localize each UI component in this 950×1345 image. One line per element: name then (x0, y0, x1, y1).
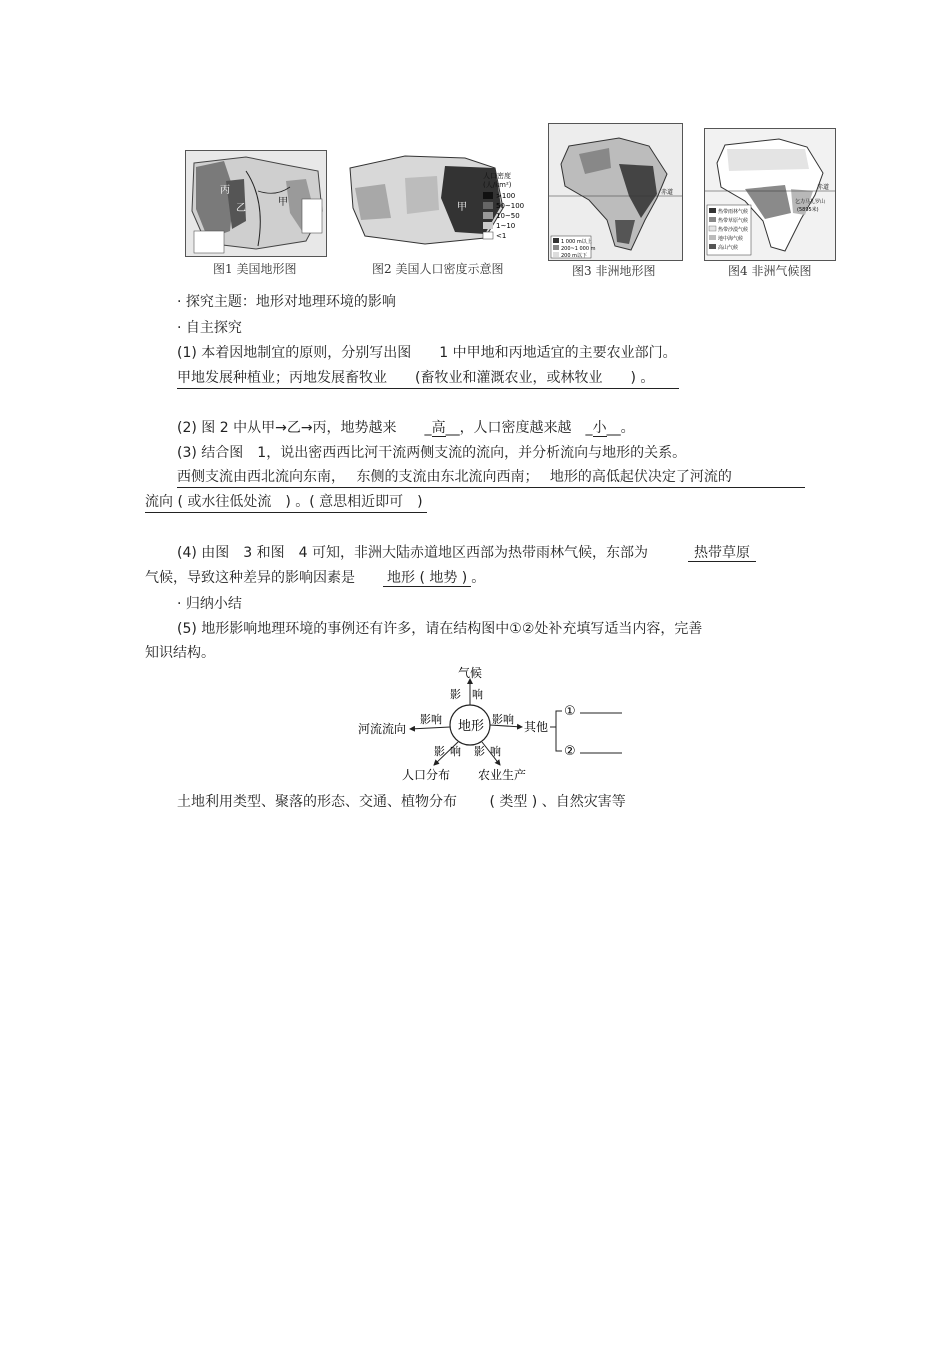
influence-char: 影 (450, 688, 461, 701)
answer-3-line2: 流向 ( 或水往低处流 ) 。( 意思相近即可 ) (145, 492, 427, 513)
fig2-label-jia: 甲 (457, 202, 467, 213)
influence-char: 影 (474, 745, 485, 758)
fig3-legend-item: 200~1 000 m (561, 246, 596, 252)
section-self-study: · 自主探究 (177, 320, 242, 336)
fig3-legend (551, 236, 596, 259)
question-5-line2: 知识结构。 (145, 645, 215, 661)
answer-2b: 小 (592, 420, 607, 436)
answer-4b: 地形 ( 地势 ) (383, 570, 471, 587)
section-summary: · 归纳小结 (177, 596, 242, 612)
center-label: 地形 (458, 719, 485, 734)
influence-char: 响 (472, 688, 483, 701)
fig4-mountain-label: 乞力马扎罗山 (795, 199, 826, 205)
node-other: 其他 (524, 720, 549, 734)
figure-2-caption: 图2 美国人口密度示意图 (372, 262, 504, 276)
question-3: (3) 结合图 1，说出密西西比河干流两侧支流的流向，并分析流向与地形的关系。 (177, 445, 687, 461)
question-4-text-b: 气候，导致这种差异的影响因素是 (145, 570, 355, 586)
fig4-legend-item: 热带雨林气候 (718, 209, 749, 215)
influence-char: 响 (490, 745, 501, 758)
fig2-legend-item: 1~10 (496, 222, 516, 230)
figure-4-caption: 图4 非洲气候图 (728, 264, 812, 278)
question-2-text-b: __，人口密度越来越 _ (445, 420, 593, 436)
fig3-legend-item: 200 m以下 (561, 253, 588, 259)
node-climate: 气候 (458, 666, 483, 680)
africa-terrain-map-image (549, 124, 682, 260)
node-agriculture: 农业生产 (478, 768, 527, 782)
answer-5: 土地利用类型、聚落的形态、交通、植物分布 ( 类型 ) 、自然灾害等 (177, 794, 626, 810)
influence-char: 影 (434, 745, 445, 758)
question-2 (177, 418, 635, 438)
africa-climate-map-image (705, 129, 835, 260)
fig1-label-jia: 甲 (278, 197, 288, 208)
node-population: 人口分布 (402, 768, 451, 782)
fig4-legend (707, 205, 751, 255)
question-4-line1 (177, 543, 756, 563)
answer-2a: 高 (431, 420, 446, 436)
fig4-legend-item: 热带草原气候 (718, 218, 749, 224)
fig2-legend-item: >100 (496, 192, 516, 200)
fig2-legend-unit: (人/km²) (483, 181, 512, 189)
figure-1-caption: 图1 美国地形图 (213, 262, 297, 276)
influence-label-left: 影响 (420, 713, 442, 726)
us-terrain-map-image (186, 151, 326, 256)
fig4-legend-item: 地中海气候 (718, 236, 744, 242)
section-topic: · 探究主题：地形对地理环境的影响 (177, 294, 396, 310)
question-4-line2 (145, 568, 485, 588)
question-5-line1: (5) 地形影响地理环境的事例还有许多，请在结构图中①②处补充填写适当内容，完善 (177, 621, 703, 637)
answer-1: 甲地发展种植业；丙地发展畜牧业 (畜牧业和灌溉农业，或林牧业 ) 。 (177, 368, 679, 389)
question-4-text-c: 。 (471, 570, 486, 586)
influence-char: 响 (450, 745, 461, 758)
slot-1-marker: ① (564, 704, 576, 719)
figure-4-africa-climate-map (704, 128, 836, 261)
fig4-mountain-height: (5895米) (797, 207, 819, 213)
answer-4a: 热带草原 (688, 545, 756, 562)
knowledge-structure-diagram (350, 665, 630, 783)
slot-2-marker: ② (564, 744, 576, 759)
figure-3-caption: 图3 非洲地形图 (572, 264, 656, 278)
figure-1-us-terrain-map (185, 150, 327, 257)
fig3-equator-label: 赤道 (661, 189, 674, 196)
answer-3-line1: 西侧支流由西北流向东南， 东侧的支流由东北流向西南； 地形的高低起伏决定了河流的 (177, 467, 805, 488)
fig2-legend-item: 10~50 (496, 212, 520, 220)
question-4-text-a: (4) 由图 3 和图 4 可知，非洲大陆赤道地区西部为热带雨林气候，东部为 (177, 545, 648, 561)
fig1-label-bing: 丙 (220, 185, 230, 196)
fig4-equator-label: 赤道 (817, 184, 830, 191)
figure-2-us-population-map (345, 148, 535, 255)
influence-label-right: 影响 (492, 713, 514, 726)
question-2-text-c: __。 (606, 420, 635, 436)
fig2-legend-item: <1 (496, 232, 507, 240)
figure-3-africa-terrain-map (548, 123, 683, 261)
node-river-direction: 河流流向 (358, 722, 407, 736)
fig2-legend-title: 人口密度 (483, 172, 511, 180)
fig3-legend-item: 1 000 m以上 (561, 239, 592, 245)
us-population-map-image (345, 148, 535, 255)
question-2-text-a: (2) 图 2 中从甲→乙→丙，地势越来 _ (177, 420, 432, 436)
fig4-legend-item: 热带沙漠气候 (718, 227, 749, 233)
question-1: (1) 本着因地制宜的原则，分别写出图 1 中甲地和丙地适宜的主要农业部门。 (177, 345, 677, 361)
fig2-legend-item: 50~100 (496, 202, 525, 210)
fig1-label-yi: 乙 (236, 203, 246, 214)
fig4-legend-item: 高山气候 (718, 245, 739, 251)
